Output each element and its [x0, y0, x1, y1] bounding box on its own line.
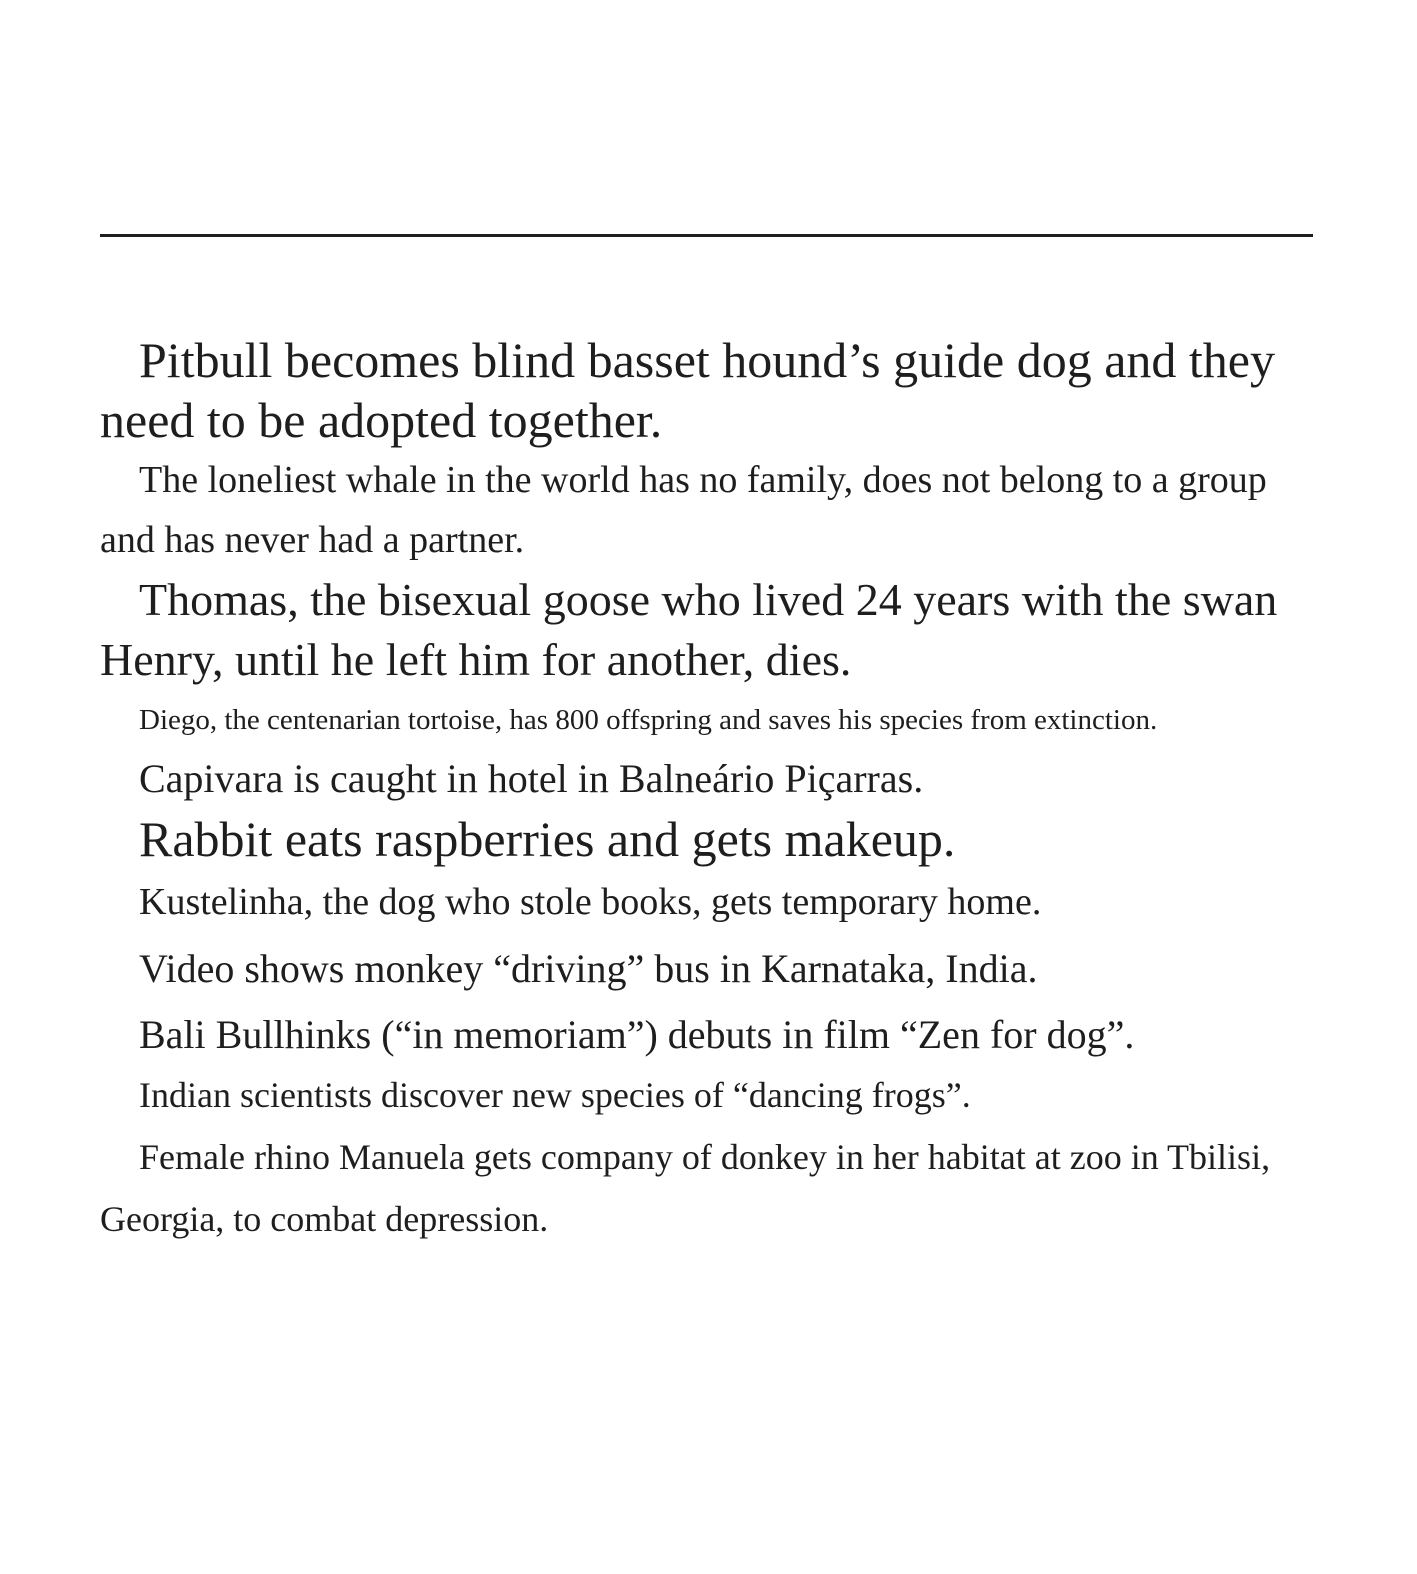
headline-item: Diego, the centenarian tortoise, has 800 offspring and saves his species from extinction. — [139, 704, 1158, 736]
headline-item: Female rhino Manuela gets company of donkey in her habitat at zoo in Tbilisi, Georgia, to combat depression. — [100, 1137, 1271, 1239]
headline-list — [100, 330, 1300, 1250]
headline-item: Indian scientists discover new species of “dancing frogs”. — [139, 1075, 971, 1115]
headline-item: Video shows monkey “driving” bus in Karnataka, India. — [139, 946, 1038, 991]
horizontal-rule — [100, 234, 1313, 237]
headline-item: Rabbit eats raspberries and gets makeup. — [139, 811, 956, 867]
headline-item: The loneliest whale in the world has no family, does not belong to a group and has never had a partner. — [100, 459, 1267, 561]
headline-item: Pitbull becomes blind basset hound’s guide dog and they need to be adopted together. — [100, 332, 1275, 448]
headline-item: Kustelinha, the dog who stole books, gets temporary home. — [139, 881, 1042, 923]
headline-item: Bali Bullhinks (“in memoriam”) debuts in film “Zen for dog”. — [139, 1012, 1135, 1057]
headline-item: Capivara is caught in hotel in Balneário Piçarras. — [139, 756, 924, 801]
headline-item: Thomas, the bisexual goose who lived 24 years with the swan Henry, until he left him for another, dies. — [100, 574, 1278, 685]
